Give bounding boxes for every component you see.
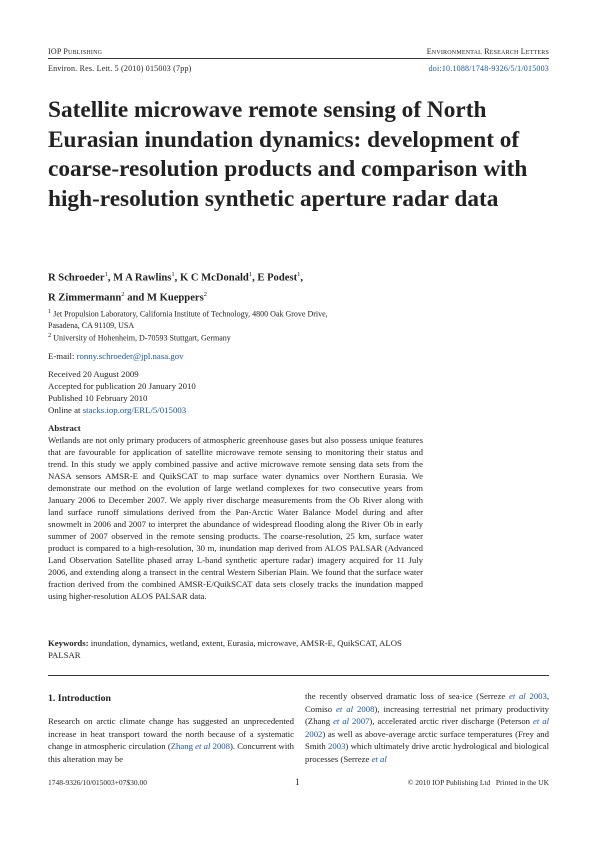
accepted-date: Accepted for publication 20 January 2010 <box>48 381 196 391</box>
printed-in: Printed in the UK <box>495 778 549 787</box>
copyright-text: © 2010 IOP Publishing Ltd <box>407 778 491 787</box>
keywords <box>48 637 428 661</box>
affiliation-text: University of Hohenheim, D-70593 Stuttgart, Germany <box>53 333 231 343</box>
publisher-name: IOP Publishing <box>48 47 103 56</box>
keywords-label: Keywords: <box>48 638 89 648</box>
keywords-text: inundation, dynamics, wetland, extent, Eurasia, microwave, AMSR-E, QuikSCAT, ALOS PALSAR <box>48 638 402 660</box>
section-heading: 1. Introduction <box>48 693 111 704</box>
author-name: M A Rawlins <box>113 272 172 284</box>
affiliation-number: 2 <box>48 332 52 339</box>
affiliation-text: Pasadena, CA 91109, USA <box>48 321 135 331</box>
abstract-heading: Abstract <box>48 423 81 433</box>
received-date: Received 20 August 2009 <box>48 369 139 379</box>
author-affiliation-mark: 1 <box>104 271 108 278</box>
citation: Environ. Res. Lett. 5 (2010) 015003 (7pp) <box>48 64 192 73</box>
copyright <box>408 778 549 787</box>
email-label: E-mail: <box>48 351 75 361</box>
doi-link[interactable]: doi:10.1088/1748-9326/5/1/015003 <box>428 64 549 73</box>
author-name: M Kueppers <box>146 292 204 304</box>
author-affiliation-mark: 1 <box>171 271 175 278</box>
abstract-text: Wetlands are not only primary producers of atmospheric greenhouse gases but also possess unique features that are favourable for application of satellite microwave remote sensing to monitoring their status and trend. In this study we apply combined passive and active microwave remote sensing data sets from the NASA sensors AMSR-E and QuikSCAT to map surface water dynamics over Northern Eurasia. We demonstrate our method on the evolution of large wetland complexes for two consecutive years from January 2006 to December 2007. We apply river discharge measurements from the Ob River along with land surface runoff simulations derived from the Pan-Arctic Water Balance Model during and after snowmelt in 2006 and 2007 to interpret the abundance of widespread flooding along the River Ob in early summer of 2007 observed in the remote sensing products. The coarse-resolution, 25 km, surface water product is compared to a high-resolution, 30 m, inundation map derived from ALOS PALSAR (Advanced Land Observation Satellite phased array L-band synthetic aperture radar) imagery acquired for 11 July 2006, and extending along a transect in the central Western Siberian Plain. We found that the surface water fraction derived from the combined AMSR-E/QuikSCAT data sets closely tracks the inundation mapped using higher-resolution ALOS PALSAR data. <box>48 435 423 601</box>
journal-name: Environmental Research Letters <box>426 47 549 56</box>
author-name: E Podest <box>257 272 298 284</box>
author-affiliation-mark: 2 <box>203 290 207 298</box>
author-name: K C McDonald <box>179 272 249 284</box>
author-line-2 <box>48 287 548 307</box>
online-label: Online at <box>48 405 81 415</box>
intro-paragraph: Research on arctic climate change has suggested an unprecedented increase in heat transport toward the north because of a systematic change in atmospheric circulation (Zhang et al 2008). Concurrent with this alteration may be <box>48 716 295 764</box>
affiliation-number: 1 <box>48 308 52 315</box>
affiliation-text: Jet Propulsion Laboratory, California Institute of Technology, 4800 Oak Grove Drive, <box>53 309 328 319</box>
author-line-1: R Schroeder$^1$, M A Rawlins$^1$, K C McDonald$^1$, E Podest$^1$, <box>48 271 304 284</box>
header-rule <box>48 58 549 59</box>
affiliation-1 <box>48 306 548 332</box>
contact-email <box>48 350 184 362</box>
section-rule <box>48 675 549 676</box>
published-date: Published 10 February 2010 <box>48 393 148 403</box>
affiliation-2 <box>48 330 548 344</box>
author-name: R Schroeder <box>48 272 105 284</box>
author-conjunction: and <box>127 292 145 304</box>
email-link[interactable]: ronny.schroeder@jpl.nasa.gov <box>76 351 184 361</box>
issn-code: 1748-9326/10/015003+07$30.00 <box>48 778 148 787</box>
online-line <box>48 404 186 416</box>
author-affiliation-mark: 1 <box>297 271 301 278</box>
page-number: 1 <box>295 777 300 787</box>
paper-title: Satellite microwave remote sensing of North Eurasian inundation dynamics: development of coarse-resolution products and comparison with high-resolution synthetic aperture radar data <box>48 97 528 212</box>
author-name: R Zimmermann <box>48 292 122 304</box>
intro-column-left <box>48 715 294 765</box>
online-link[interactable]: stacks.iop.org/ERL/5/015003 <box>82 405 187 415</box>
intro-column-right <box>305 690 549 765</box>
author-affiliation-mark: 2 <box>121 290 125 298</box>
author-list <box>48 267 548 306</box>
abstract-body <box>48 434 423 602</box>
intro-paragraph: the recently observed dramatic loss of sea-ice (Serreze et al 2003, Comiso et al 2008), increasing terrestrial net primary productivity (Zhang et al 2007), accelerated arctic river discharge (Peterson et al 2002) as well as above-average arctic surface temperatures (Frey and Smith 2003) which ultimately drive arctic hydrological and biological processes (Serreze et al <box>305 691 550 764</box>
author-affiliation-mark: 1 <box>248 271 253 278</box>
